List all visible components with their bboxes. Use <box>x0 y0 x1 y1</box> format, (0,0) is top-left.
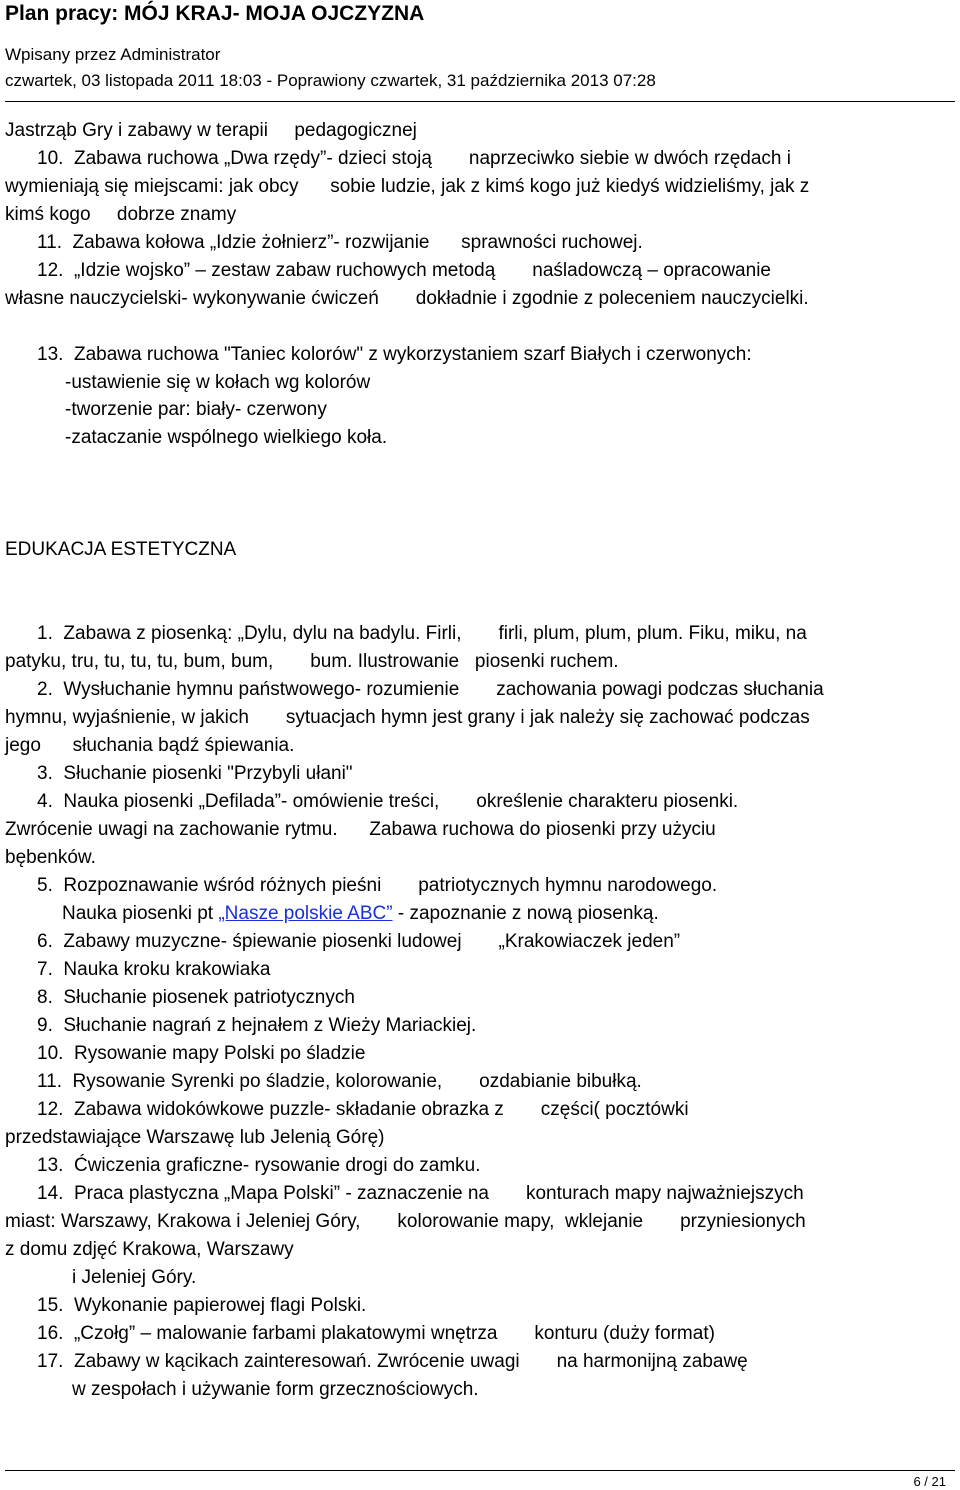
text-line: wymieniają się miejscami: jak obcy sobie ludzie, jak z kimś kogo już kiedyś widzieliśmy, jak z <box>5 176 810 197</box>
text-line-with-link <box>62 901 659 927</box>
text-line: jego słuchania bądź śpiewania. <box>5 735 295 756</box>
text-line: 3. Słuchanie piosenki "Przybyli ułani" <box>37 763 353 784</box>
text-line: Zwrócenie uwagi na zachowanie rytmu. Zabawa ruchowa do piosenki przy użyciu <box>5 819 716 840</box>
text-line: 9. Słuchanie nagrań z hejnałem z Wieży Mariackiej. <box>37 1015 477 1036</box>
text-line: miast: Warszawy, Krakowa i Jeleniej Góry, kolorowanie mapy, wklejanie przyniesionych <box>5 1211 806 1232</box>
text-line: 16. „Czołg” – malowanie farbami plakatowymi wnętrza konturu (duży format) <box>37 1323 715 1344</box>
text-line: 14. Praca plastyczna „Mapa Polski” - zaznaczenie na konturach mapy najważniejszych <box>37 1183 804 1204</box>
text-line: 10. Zabawa ruchowa „Dwa rzędy”- dzieci stoją naprzeciwko siebie w dwóch rzędach i <box>37 148 791 169</box>
text-line: 4. Nauka piosenki „Defilada”- omówienie treści, określenie charakteru piosenki. <box>37 791 739 812</box>
text-line: -zataczanie wspólnego wielkiego koła. <box>65 427 388 448</box>
author-line: Wpisany przez Administrator <box>5 45 221 64</box>
text-line: 6. Zabawy muzyczne- śpiewanie piosenki ludowej „Krakowiaczek jeden” <box>37 931 681 952</box>
footer-divider <box>5 1470 955 1471</box>
text-line: 10. Rysowanie mapy Polski po śladzie <box>37 1043 366 1064</box>
text-line: 8. Słuchanie piosenek patriotycznych <box>37 987 355 1008</box>
header-divider <box>5 101 955 102</box>
text-segment: - zapoznanie z nową piosenką. <box>392 903 659 924</box>
text-line: 11. Zabawa kołowa „Idzie żołnierz”- rozwijanie sprawności ruchowej. <box>37 232 643 253</box>
text-line: patyku, tru, tu, tu, tu, bum, bum, bum. Ilustrowanie piosenki ruchem. <box>5 651 619 672</box>
text-line: z domu zdjęć Krakowa, Warszawy <box>5 1239 294 1260</box>
text-line: i Jeleniej Góry. <box>72 1267 197 1288</box>
text-segment: Nauka piosenki pt <box>62 903 219 924</box>
text-line: 12. „Idzie wojsko” – zestaw zabaw ruchowych metodą naśladowczą – opracowanie <box>37 260 771 281</box>
text-line: hymnu, wyjaśnienie, w jakich sytuacjach hymn jest grany i jak należy się zachować podczas <box>5 707 810 728</box>
text-line: Jastrząb Gry i zabawy w terapii pedagogicznej <box>5 120 417 141</box>
text-line: bębenków. <box>5 847 96 868</box>
text-line: -ustawienie się w kołach wg kolorów <box>65 372 371 393</box>
text-line: -tworzenie par: biały- czerwony <box>65 399 327 420</box>
text-line: 5. Rozpoznawanie wśród różnych pieśni patriotycznych hymnu narodowego. <box>37 875 718 896</box>
song-link[interactable]: „Nasze polskie ABC” <box>218 903 393 924</box>
text-line: kimś kogo dobrze znamy <box>5 204 237 225</box>
text-line: 2. Wysłuchanie hymnu państwowego- rozumienie zachowania powagi podczas słuchania <box>37 679 824 700</box>
text-line: 7. Nauka kroku krakowiaka <box>37 959 271 980</box>
section-heading: EDUKACJA ESTETYCZNA <box>5 539 237 560</box>
text-line: 15. Wykonanie papierowej flagi Polski. <box>37 1295 367 1316</box>
date-line: czwartek, 03 listopada 2011 18:03 - Poprawiony czwartek, 31 października 2013 07:28 <box>5 71 656 90</box>
page-number: 6 / 21 <box>913 1474 946 1489</box>
text-line: 17. Zabawy w kącikach zainteresowań. Zwrócenie uwagi na harmonijną zabawę <box>37 1351 748 1372</box>
text-line: 11. Rysowanie Syrenki po śladzie, kolorowanie, ozdabianie bibułką. <box>37 1071 642 1092</box>
text-line: 13. Zabawa ruchowa "Taniec kolorów" z wykorzystaniem szarf Białych i czerwonych: <box>37 344 752 365</box>
text-line: przedstawiające Warszawę lub Jelenią Górę) <box>5 1127 385 1148</box>
text-line: własne nauczycielski- wykonywanie ćwiczeń dokładnie i zgodnie z poleceniem nauczycielki. <box>5 288 809 309</box>
page-title: Plan pracy: MÓJ KRAJ- MOJA OJCZYZNA <box>5 2 425 25</box>
text-line: 1. Zabawa z piosenką: „Dylu, dylu na badylu. Firli, firli, plum, plum, plum. Fiku, miku, na <box>37 623 807 644</box>
text-line: 13. Ćwiczenia graficzne- rysowanie drogi do zamku. <box>37 1155 481 1176</box>
text-line: w zespołach i używanie form grzecznościowych. <box>72 1379 479 1400</box>
text-line: 12. Zabawa widokówkowe puzzle- składanie obrazka z części( pocztówki <box>37 1099 689 1120</box>
